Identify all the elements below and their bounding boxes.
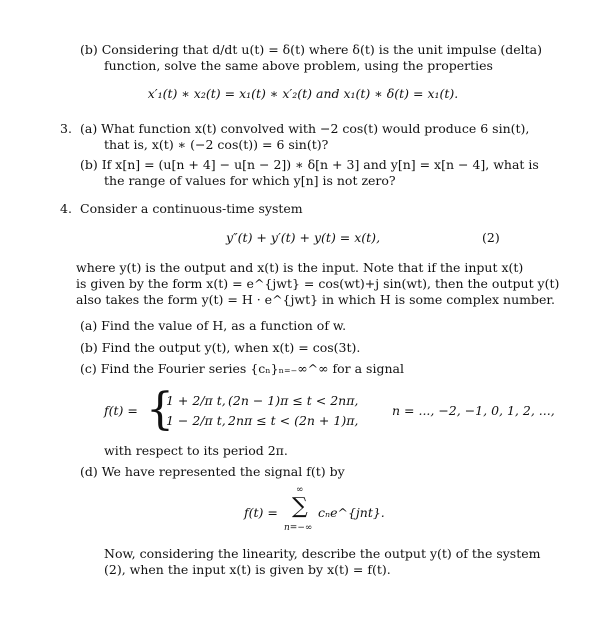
system-equation: y″(t) + y′(t) + y(t) = x(t), (225, 230, 381, 245)
problem4-desc-line3: also takes the form y(t) = H · e^{jwt} in which H is some complex number. (76, 292, 555, 307)
problem3b-line2: the range of values for which y[n] is not zero? (104, 173, 396, 188)
series-lower-limit: n=−∞ (284, 523, 313, 533)
piecewise-lhs: f(t) = (104, 403, 138, 418)
problem4c: (c) Find the Fourier series {cₙ}ₙ₌₋∞^∞ for a signal (80, 361, 404, 376)
series-term: cₙe^{jnt}. (318, 505, 385, 520)
problem3-number: 3. (60, 121, 72, 136)
convolution-properties-equation: x′₁(t) ∗ x₂(t) = x₁(t) ∗ x′₂(t) and x₁(t) ∗ δ(t) = x₁(t). (147, 86, 459, 101)
problem4a: (a) Find the value of H, as a function of w. (80, 318, 347, 333)
problem4-desc-line1: where y(t) is the output and x(t) is the input. Note that if the input x(t) (76, 260, 524, 275)
problem4-desc-line2: is given by the form x(t) = e^{jwt} = cos(wt)+j sin(wt), then the output y(t) (76, 276, 560, 291)
piecewise-case2-expr: 1 − 2/π t, (166, 413, 226, 428)
piecewise-case1-cond: (2n − 1)π ≤ t < 2nπ, (228, 393, 359, 408)
period-text: with respect to its period 2π. (104, 443, 288, 458)
series-upper-limit: ∞ (296, 485, 304, 495)
problem4b: (b) Find the output y(t), when x(t) = cos(3t). (80, 340, 361, 355)
problem4d: (d) We have represented the signal f(t) by (80, 464, 345, 479)
summation-symbol: ∑ (292, 494, 308, 519)
problem3b-prev-line2: function, solve the same above problem, using the properties (104, 58, 493, 73)
problem3a-line2: that is, x(t) ∗ (−2 cos(t)) = 6 sin(t)? (104, 137, 329, 152)
problem4-number: 4. (60, 201, 72, 216)
piecewise-case1-expr: 1 + 2/π t, (166, 393, 226, 408)
problem3b-line1: (b) If x[n] = (u[n + 4] − u[n − 2]) ∗ δ[n + 3] and y[n] = x[n − 4], what is (80, 157, 539, 172)
equation-number: (2) (482, 230, 500, 245)
problem4-intro: Consider a continuous-time system (80, 201, 303, 216)
problem3b-prev-line1: (b) Considering that d/dt u(t) = δ(t) where δ(t) is the unit impulse (delta) (80, 42, 542, 57)
piecewise-n-range: n = ..., −2, −1, 0, 1, 2, ..., (392, 403, 555, 418)
problem3a-line1: (a) What function x(t) convolved with −2 cos(t) would produce 6 sin(t), (80, 121, 530, 136)
piecewise-case2-cond: 2nπ ≤ t < (2n + 1)π, (228, 413, 359, 428)
series-lhs: f(t) = (244, 505, 278, 520)
final-text-line1: Now, considering the linearity, describe the output y(t) of the system (104, 546, 541, 561)
piecewise-brace: { (146, 384, 174, 435)
final-text-line2: (2), when the input x(t) is given by x(t) = f(t). (104, 562, 391, 577)
